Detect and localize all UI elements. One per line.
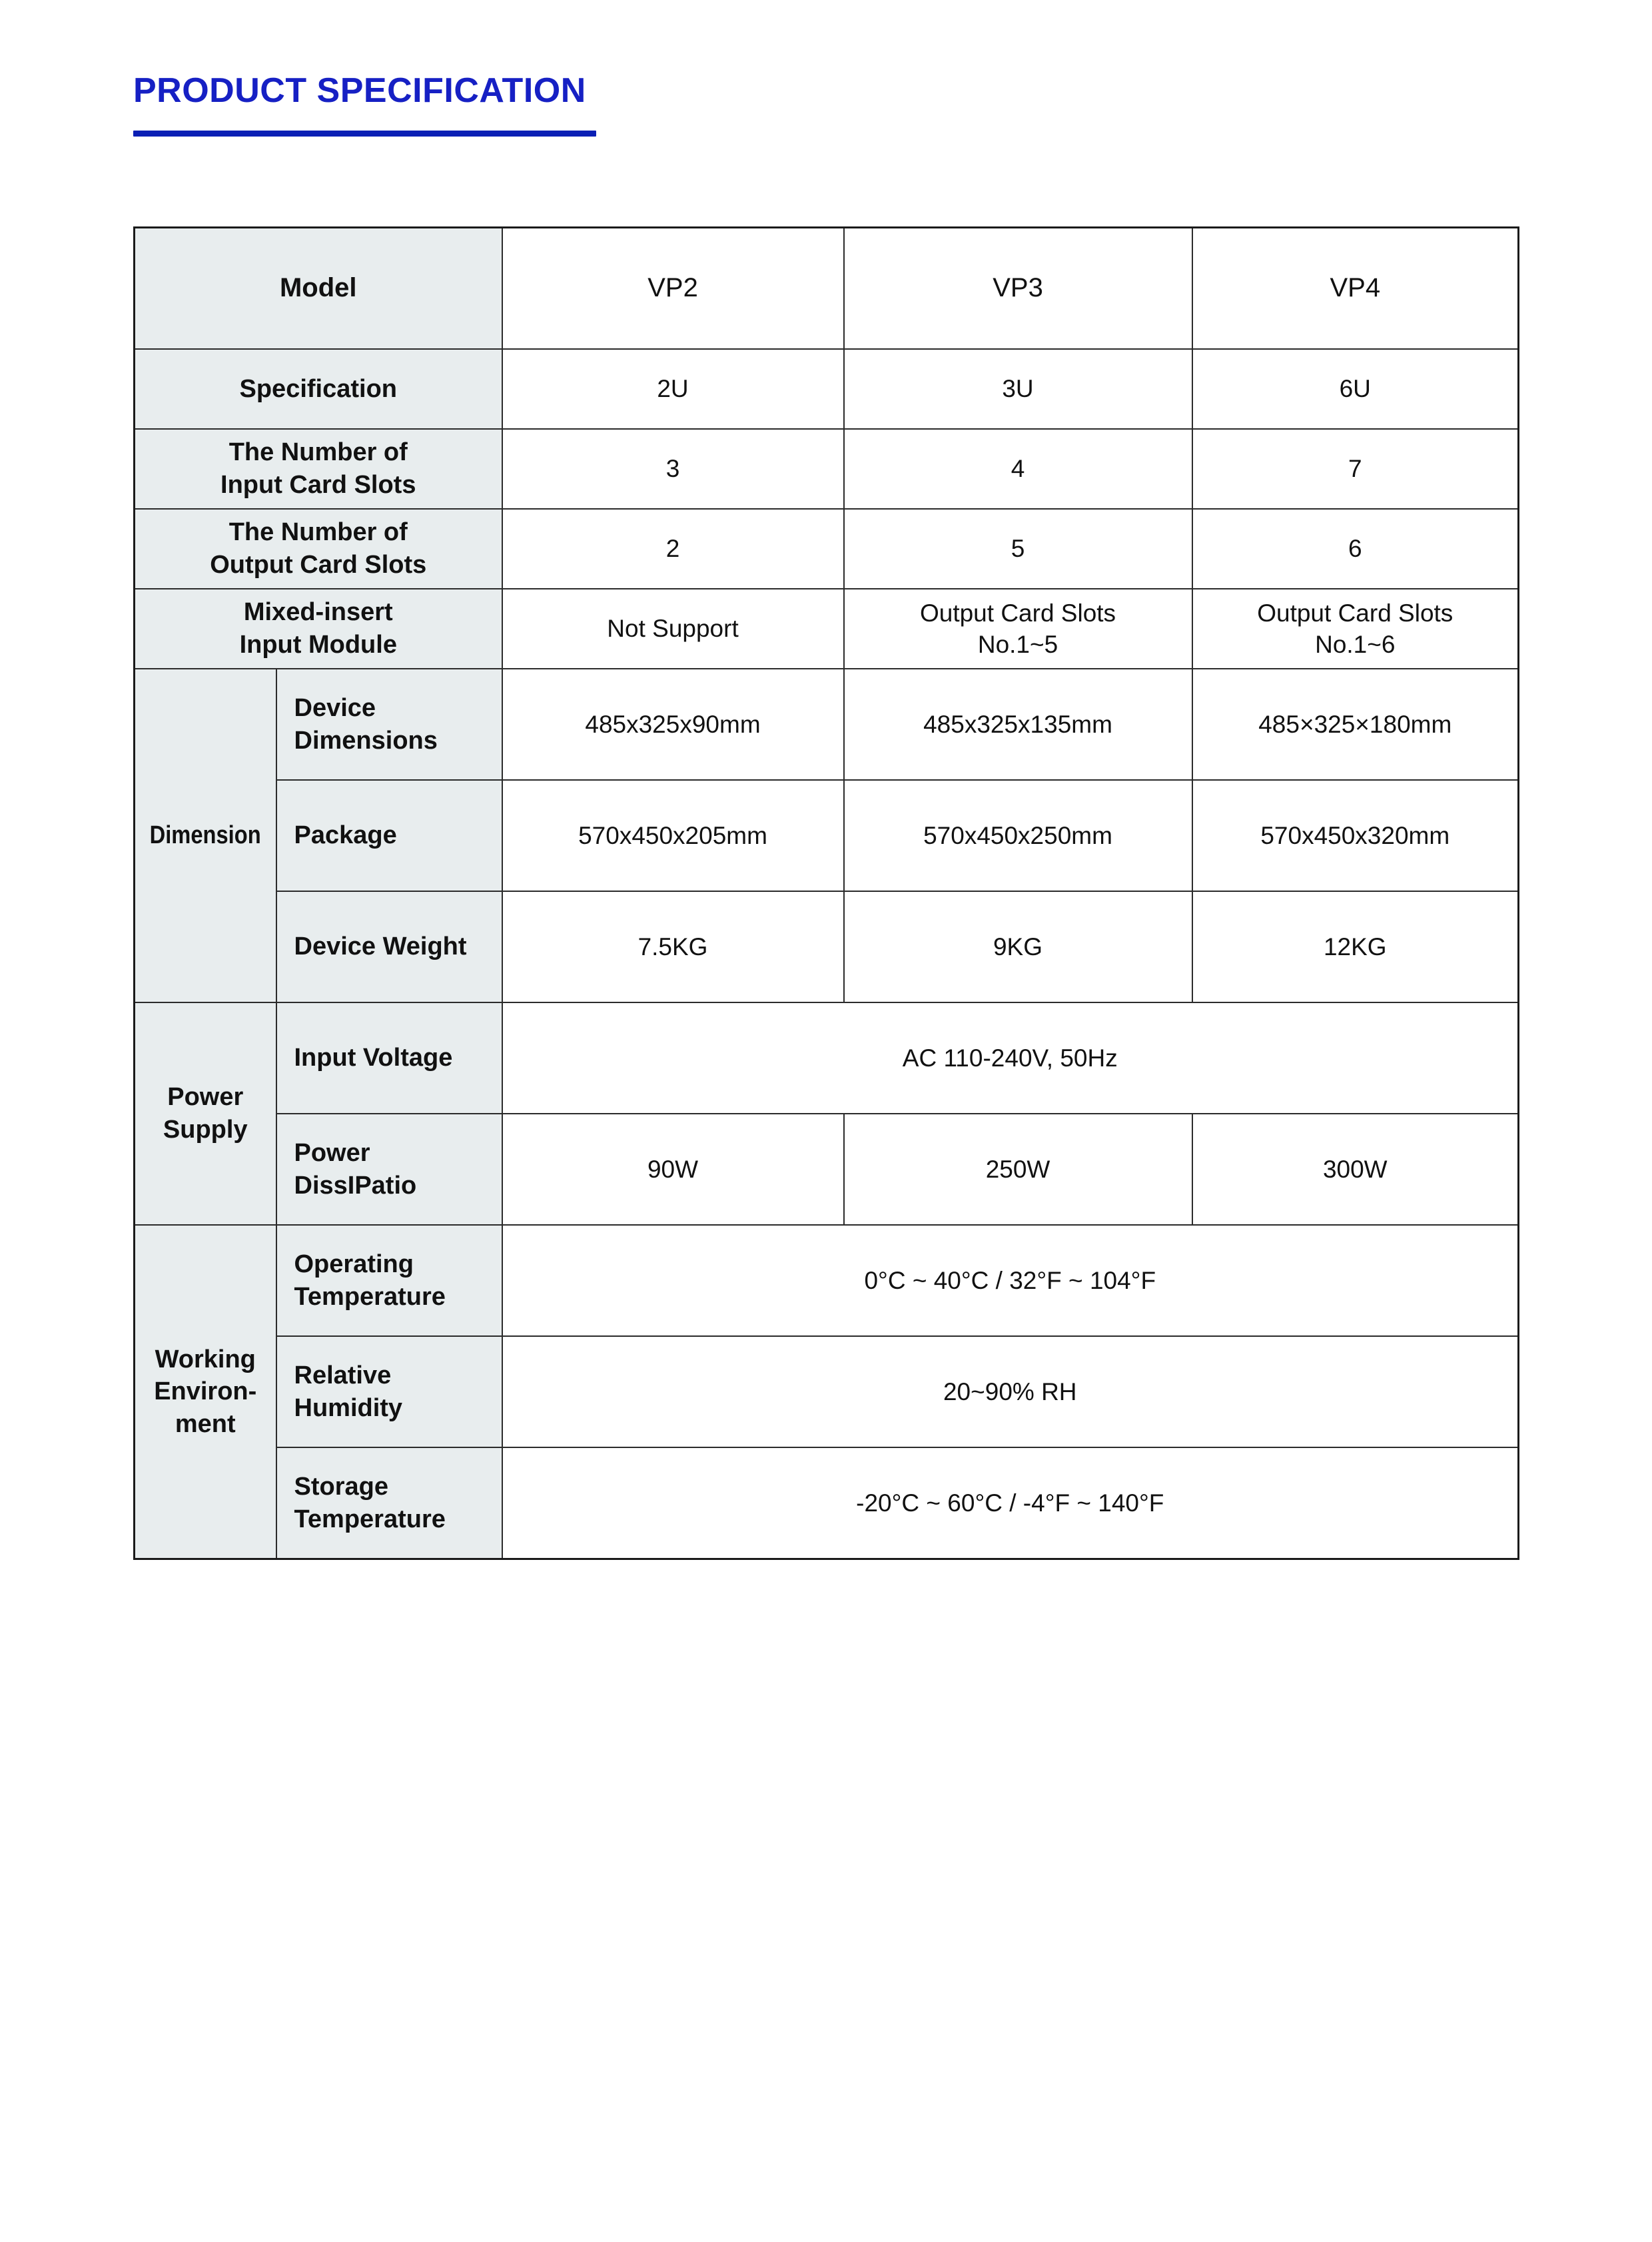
cell-input-card-slots-vp2: 3 [502, 429, 844, 509]
product-specification-table-wrap [133, 226, 1517, 1560]
cell-model-vp3: VP3 [844, 228, 1192, 350]
row-label-specification: Specification [135, 349, 502, 429]
row-label-line-1: The Number of [228, 518, 408, 547]
table-row-output-card-slots [135, 509, 1519, 589]
group-label-line-1: Power [167, 1083, 244, 1112]
table-row-model [135, 228, 1519, 350]
table-row-device-weight [135, 891, 1519, 1002]
group-label-dimension [135, 669, 276, 1002]
cell-line-2: No.1~6 [1315, 631, 1396, 658]
row-label-storage-temperature [276, 1447, 502, 1559]
table-row-device-dimensions [135, 669, 1519, 780]
cell-package-vp3: 570x450x250mm [844, 780, 1192, 891]
cell-package-vp4: 570x450x320mm [1192, 780, 1519, 891]
cell-output-card-slots-vp3: 5 [844, 509, 1192, 589]
row-label-line-1: Device [294, 693, 376, 722]
cell-mixed-insert-vp4 [1192, 589, 1519, 669]
cell-operating-temperature-all: 0°C ~ 40°C / 32°F ~ 104°F [502, 1225, 1519, 1336]
row-label-line-2: Temperature [294, 1505, 446, 1533]
cell-device-weight-vp3: 9KG [844, 891, 1192, 1002]
table-row-relative-humidity [135, 1336, 1519, 1447]
row-label-line-1: Mixed-insert [243, 598, 393, 627]
row-label-package: Package [276, 780, 502, 891]
row-label-line-2: Input Module [239, 631, 397, 659]
table-row-input-card-slots [135, 429, 1519, 509]
row-label-model: Model [135, 228, 502, 350]
row-label-line-1: Power [294, 1138, 370, 1167]
group-label-power-supply [135, 1002, 276, 1225]
row-label-line-1: Operating [294, 1250, 414, 1278]
row-label-line-2: Humidity [294, 1393, 403, 1422]
group-label-line-3: ment [175, 1409, 236, 1438]
cell-input-card-slots-vp4: 7 [1192, 429, 1519, 509]
title-underline-rule [133, 131, 596, 137]
group-label-line-1: Working [155, 1345, 256, 1373]
product-specification-table [133, 226, 1519, 1560]
cell-model-vp4: VP4 [1192, 228, 1519, 350]
table-row-storage-temperature [135, 1447, 1519, 1559]
cell-line-1: Output Card Slots [1257, 599, 1453, 627]
cell-device-weight-vp2: 7.5KG [502, 891, 844, 1002]
cell-output-card-slots-vp2: 2 [502, 509, 844, 589]
cell-device-weight-vp4: 12KG [1192, 891, 1519, 1002]
row-label-line-1: Storage [294, 1472, 388, 1501]
table-row-power-dissipation [135, 1114, 1519, 1225]
cell-package-vp2: 570x450x205mm [502, 780, 844, 891]
cell-line-2: No.1~5 [977, 631, 1058, 658]
group-label-text: Dimension [149, 821, 261, 850]
row-label-device-weight: Device Weight [276, 891, 502, 1002]
row-label-device-dimensions [276, 669, 502, 780]
row-label-line-1: The Number of [228, 438, 408, 467]
row-label-output-card-slots [135, 509, 502, 589]
cell-device-dimensions-vp2: 485x325x90mm [502, 669, 844, 780]
group-label-line-2: Environ- [154, 1377, 257, 1406]
cell-line-1: Output Card Slots [919, 599, 1116, 627]
cell-input-voltage-all: AC 110-240V, 50Hz [502, 1002, 1519, 1114]
cell-power-dissipation-vp2: 90W [502, 1114, 844, 1225]
cell-specification-vp4: 6U [1192, 349, 1519, 429]
cell-mixed-insert-vp2: Not Support [502, 589, 844, 669]
table-row-package [135, 780, 1519, 891]
row-label-line-2: Output Card Slots [210, 551, 427, 579]
row-label-operating-temperature [276, 1225, 502, 1336]
cell-model-vp2: VP2 [502, 228, 844, 350]
cell-power-dissipation-vp4: 300W [1192, 1114, 1519, 1225]
cell-mixed-insert-vp3 [844, 589, 1192, 669]
row-label-line-1: Relative [294, 1361, 392, 1389]
cell-power-dissipation-vp3: 250W [844, 1114, 1192, 1225]
row-label-line-2: Dimensions [294, 726, 438, 755]
table-row-specification [135, 349, 1519, 429]
cell-specification-vp3: 3U [844, 349, 1192, 429]
group-label-working-environment [135, 1225, 276, 1559]
cell-device-dimensions-vp3: 485x325x135mm [844, 669, 1192, 780]
group-label-line-2: Supply [163, 1116, 248, 1144]
table-row-input-voltage [135, 1002, 1519, 1114]
cell-relative-humidity-all: 20~90% RH [502, 1336, 1519, 1447]
row-label-relative-humidity [276, 1336, 502, 1447]
row-label-input-voltage: Input Voltage [276, 1002, 502, 1114]
cell-storage-temperature-all: -20°C ~ 60°C / -4°F ~ 140°F [502, 1447, 1519, 1559]
row-label-power-dissipation [276, 1114, 502, 1225]
page-header [133, 73, 1532, 137]
row-label-line-2: Input Card Slots [220, 471, 416, 499]
cell-output-card-slots-vp4: 6 [1192, 509, 1519, 589]
table-row-operating-temperature [135, 1225, 1519, 1336]
page-title: PRODUCT SPECIFICATION [133, 71, 586, 110]
row-label-line-2: Temperature [294, 1282, 446, 1311]
table-row-mixed-insert-input-module [135, 589, 1519, 669]
row-label-input-card-slots [135, 429, 502, 509]
cell-specification-vp2: 2U [502, 349, 844, 429]
row-label-mixed-insert-input-module [135, 589, 502, 669]
cell-device-dimensions-vp4: 485×325×180mm [1192, 669, 1519, 780]
row-label-line-2: DissIPatio [294, 1171, 417, 1200]
cell-input-card-slots-vp3: 4 [844, 429, 1192, 509]
